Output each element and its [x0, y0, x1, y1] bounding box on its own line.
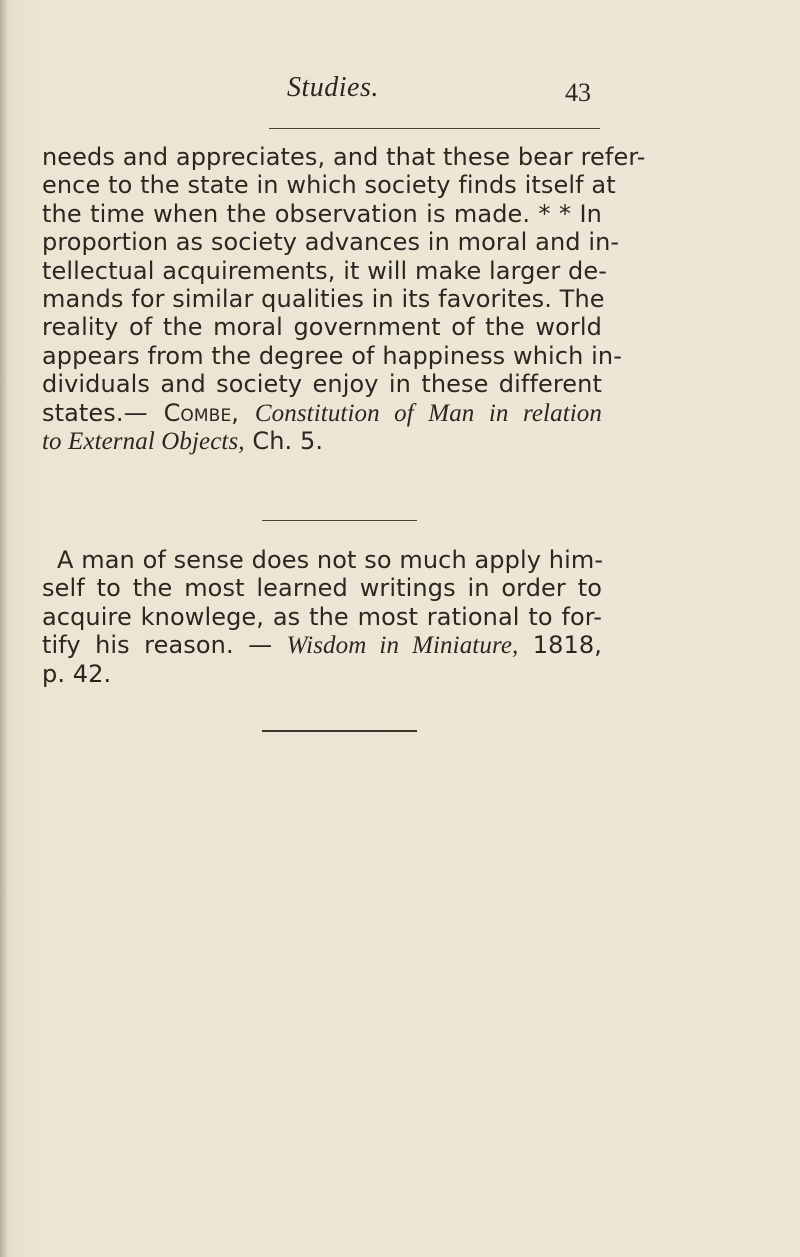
text-line: dividuals and society enjoy in these different — [42, 370, 602, 399]
citation-page: p. 42. — [42, 659, 112, 688]
quotation-combe — [42, 143, 646, 455]
text-line: mands for similar qualities in its favorites. The — [42, 284, 605, 313]
citation-prefix: states.— — [42, 398, 164, 427]
citation-line — [42, 427, 602, 455]
running-head: Studies. — [287, 72, 379, 103]
page-number: 43 — [565, 78, 591, 107]
citation-prefix: tify his reason. — — [42, 631, 287, 660]
end-divider — [262, 730, 417, 732]
text-line: A man of sense does not so much apply him- — [57, 546, 604, 574]
citation-chapter: Ch. 5. — [244, 426, 324, 455]
header-rule — [269, 128, 600, 129]
text-line: tellectual acquirements, it will make larger de- — [42, 256, 608, 285]
text-line: appears from the degree of happiness which in- — [42, 341, 622, 370]
page-header — [0, 68, 800, 108]
section-divider — [262, 520, 417, 521]
quotation-wisdom — [42, 546, 602, 688]
citation-title-cont: to External Objects, — [42, 427, 245, 455]
text-line: acquire knowlege, as the most rational to for- — [42, 602, 602, 631]
gutter-shadow — [0, 0, 8, 1257]
text-line: needs and appreciates, and that these bear refer- — [42, 143, 646, 171]
text-line: proportion as society advances in moral and in- — [42, 228, 620, 257]
text-line: self to the most learned writings in order to — [42, 574, 602, 603]
text-line: reality of the moral government of the world — [42, 313, 602, 342]
citation-title: Constitution of Man in relation — [254, 399, 602, 427]
citation-author: Combe, — [163, 398, 240, 427]
citation-title: Wisdom in Miniature, — [286, 632, 519, 660]
text-line: ence to the state in which society finds itself at — [42, 171, 616, 200]
citation-line — [42, 399, 602, 427]
citation-year: 1818, — [518, 631, 602, 660]
citation-line — [42, 631, 602, 659]
text-line: the time when the observation is made. * * In — [42, 199, 602, 228]
